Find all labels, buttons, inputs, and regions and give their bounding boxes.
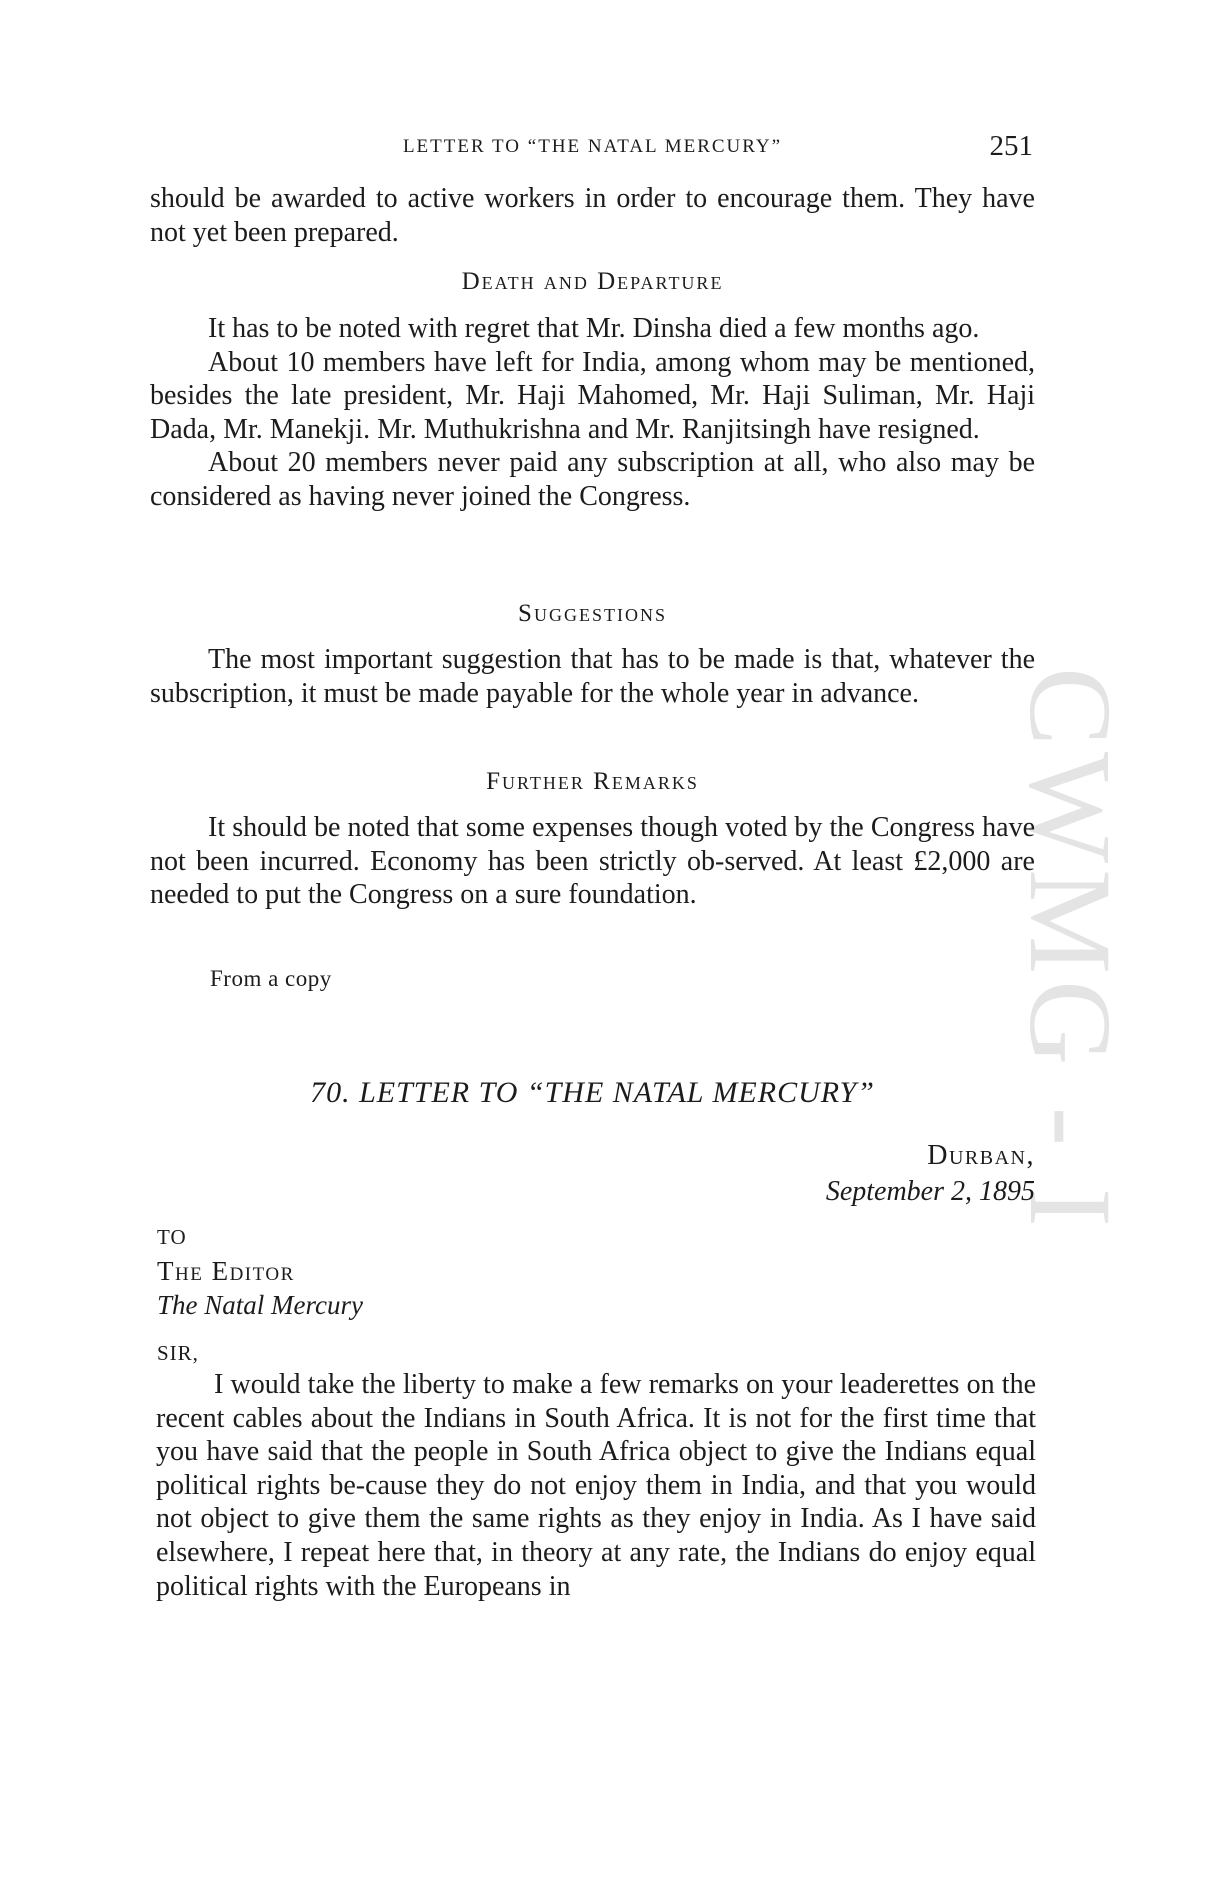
death-section-body [150, 312, 1035, 514]
carryover-text: should be awarded to active workers in order to encourage them. They have not yet been prepared. [150, 183, 1035, 248]
paragraph-further-remarks: It should be noted that some expenses though voted by the Congress have not been incurred. Economy has been strictly ob-served. At least £2,000 are needed to put the Congress on a sure foundation. [150, 812, 1035, 911]
running-head-title: LETTER TO “THE NATAL MERCURY” [402, 136, 783, 157]
addressee-editor: The Editor [157, 1256, 295, 1286]
page-number: 251 [989, 130, 1033, 162]
paragraph-members-left: About 10 members have left for India, among whom may be mentioned, besides the late president, Mr. Haji Mahomed, Mr. Haji Suliman, Mr. Haji Dada, Mr. Manekji. Mr. Muthukrishna and Mr. Ranjitsingh have resigned. [150, 346, 1035, 445]
salutation [157, 1336, 199, 1370]
paragraph-unpaid-members: About 20 members never paid any subscription at all, who also may be considered as having never joined the Congress. [150, 447, 1035, 512]
suggestions-body [150, 643, 1035, 710]
heading-death-and-departure: Death and Departure [461, 268, 724, 295]
letter-body [156, 1368, 1036, 1603]
carryover-paragraph [150, 182, 1035, 249]
paragraph-dinsha: It has to be noted with regret that Mr. Dinsha died a few months ago. [208, 313, 980, 344]
dateline-date: September 2, 1895 [825, 1176, 1035, 1207]
source-note: From a copy [210, 966, 332, 991]
running-head [150, 130, 1035, 166]
watermark-text: CWMG - I [1005, 667, 1136, 1233]
letter-body-paragraph: I would take the liberty to make a few remarks on your leaderettes on the recent cables about the Indians in South Africa. It is not for the first time that you have said that the people in South Africa object to give the Indians equal political rights be-cause they do not enjoy them in India, and that you would not object to give them the same rights as they enjoy in India. As I have said elsewhere, I repeat here that, in theory at any rate, the Indians do enjoy equal political rights with the Europeans in [156, 1369, 1036, 1602]
heading-suggestions: Suggestions [518, 600, 667, 627]
further-remarks-body [150, 811, 1035, 912]
paragraph-suggestion: The most important suggestion that has to be made is that, whatever the subscription, it must be made payable for the whole year in advance. [150, 644, 1035, 709]
addressee-block [157, 1220, 363, 1322]
addressee-to: TO [157, 1225, 187, 1249]
dateline-place: Durban, [927, 1140, 1035, 1171]
dateline [826, 1138, 1035, 1210]
addressee-newspaper: The Natal Mercury [157, 1290, 363, 1320]
letter-title: 70. LETTER TO “THE NATAL MERCURY” [310, 1076, 875, 1109]
heading-further-remarks: Further Remarks [486, 768, 699, 795]
salutation-text: SIR, [157, 1341, 199, 1365]
